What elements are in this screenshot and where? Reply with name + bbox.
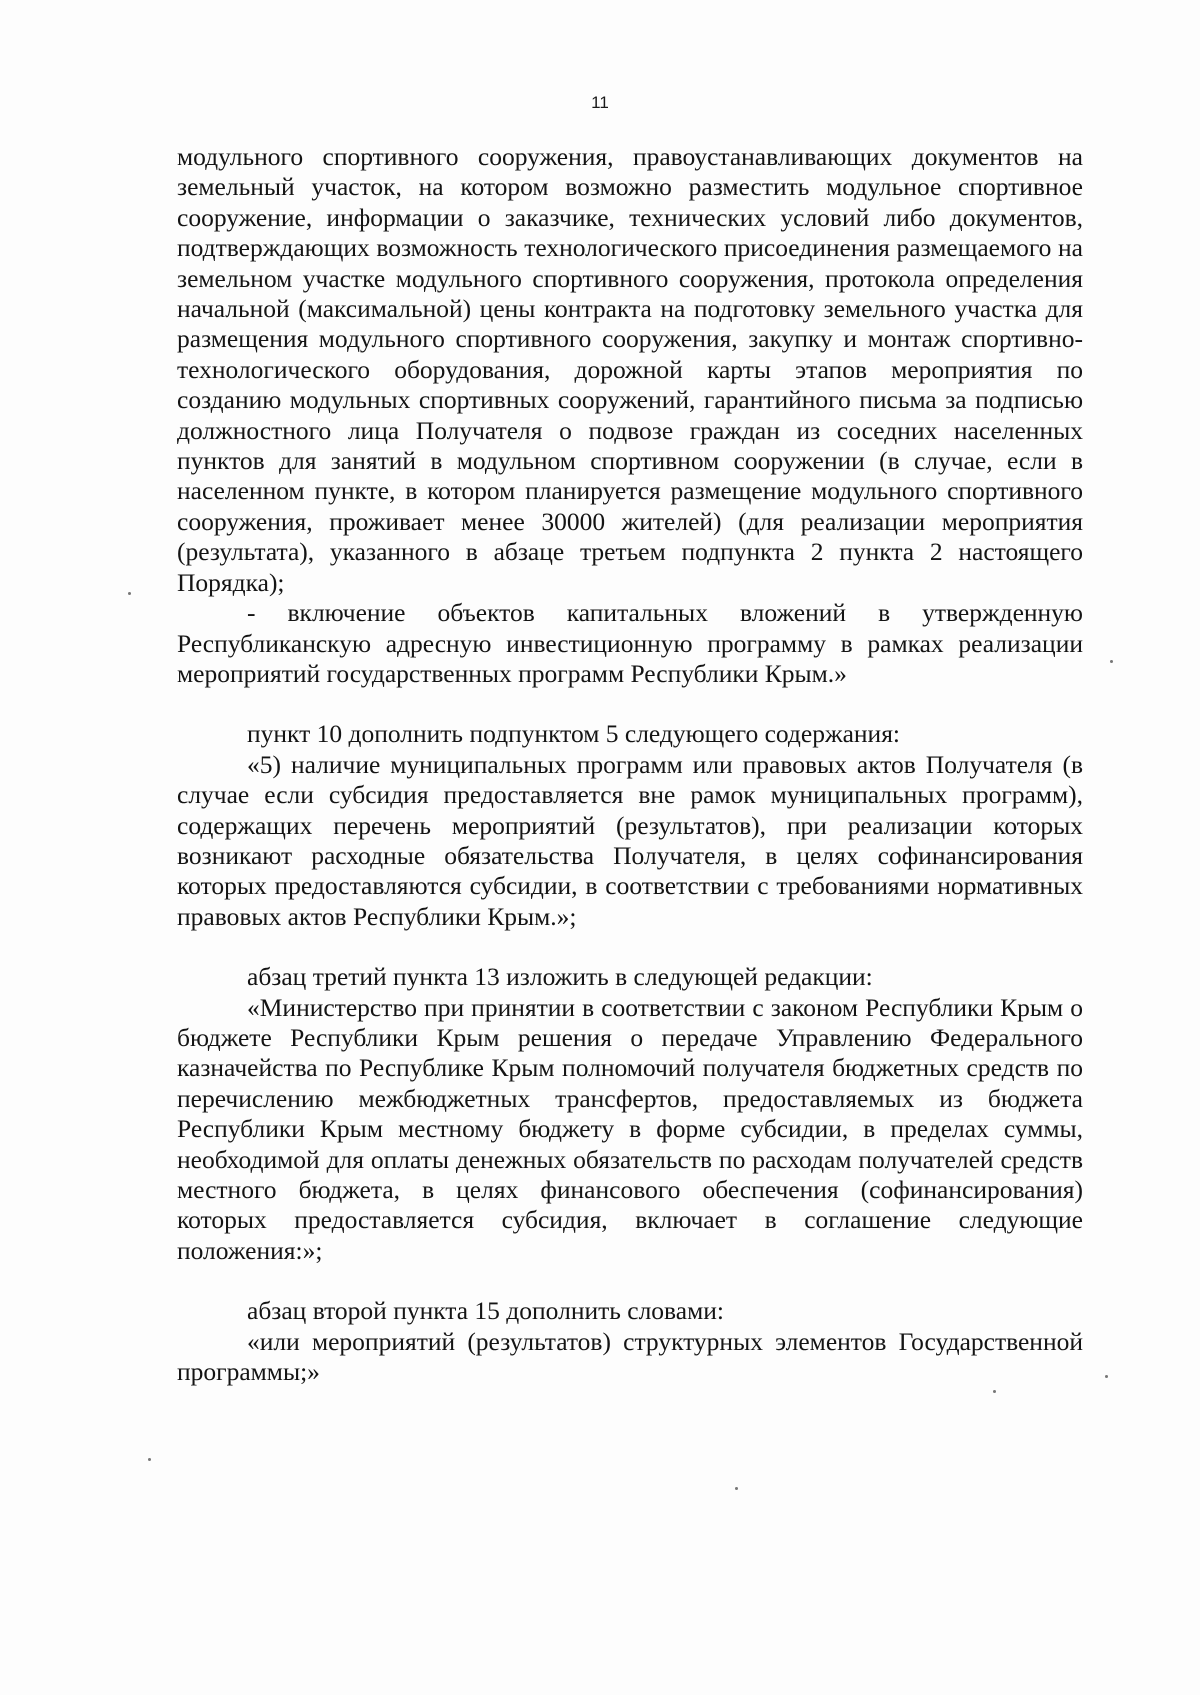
scan-speck — [148, 1458, 151, 1461]
paragraph-amendment-point-15: абзац второй пункта 15 дополнить словами: — [247, 1296, 724, 1326]
paragraph-continuation: модульного спортивного сооружения, правоустанавливающих документов на земельный участок, на котором возможно разместить модульное спортивное сооружение, информации о заказчике, технических условий либо документов, подтверждающих возможность технологического присоединения размещаемого на земельном участке модульного спортивного сооружения, протокола определения начальной (максимальной) цены контракта на подготовку земельного участка для размещения модульного спортивного сооружения, закупку и монтаж спортивно-технологического оборудования, дорожной карты этапов мероприятия по созданию модульных спортивных сооружений, гарантийного письма за подписью должностного лица Получателя о подвозе граждан из соседних населенных пунктов для занятий в модульном спортивном сооружении (в случае, если в населенном пункте, в котором планируется размещение модульного спортивного сооружения, проживает менее 30000 жителей) (для реализации мероприятия (результата), указанного в абзаце третьем подпункта 2 пункта 2 настоящего Порядка); — [177, 142, 1083, 597]
paragraph-ministry-provisions: «Министерство при принятии в соответствии с законом Республики Крым о бюджете Республики Крым решения о передаче Управлению Федерального казначейства по Республике Крым полномочий получателя бюджетных средств по перечислению межбюджетных трансфертов, предоставляемых из бюджета Республики Крым местному бюджету в форме субсидии, в пределах суммы, необходимой для оплаты денежных обязательств по расходам получателей средств местного бюджета, в целях финансового обеспечения (софинансирования) которых предоставляется субсидия, включает в соглашение следующие положения:»; — [177, 992, 1083, 1265]
page-number: 11 — [591, 93, 609, 112]
scan-speck — [1110, 660, 1113, 663]
paragraph-structural-elements: «или мероприятий (результатов) структурных элементов Государственной программы;» — [177, 1326, 1083, 1387]
scan-speck — [993, 1390, 996, 1393]
scan-speck — [128, 592, 131, 595]
scan-speck — [735, 1487, 738, 1490]
document-body — [177, 142, 1083, 1387]
paragraph-amendment-point-13: абзац третий пункта 13 изложить в следующей редакции: — [247, 962, 873, 992]
paragraph-amendment-point-10: пункт 10 дополнить подпунктом 5 следующего содержания: — [247, 719, 901, 749]
paragraph-subpoint-5: «5) наличие муниципальных программ или правовых актов Получателя (в случае если субсидия предоставляется вне рамок муниципальных программ), содержащих перечень мероприятий (результатов), при реализации которых возникают расходные обязательства Получателя, в целях софинансирования которых предоставляются субсидии, в соответствии с требованиями нормативных правовых актов Республики Крым.»; — [177, 749, 1083, 931]
scan-speck — [1105, 1375, 1108, 1378]
paragraph-inclusion-item: - включение объектов капитальных вложений в утвержденную Республиканскую адресную инвестиционную программу в рамках реализации мероприятий государственных программ Республики Крым.» — [177, 598, 1083, 688]
